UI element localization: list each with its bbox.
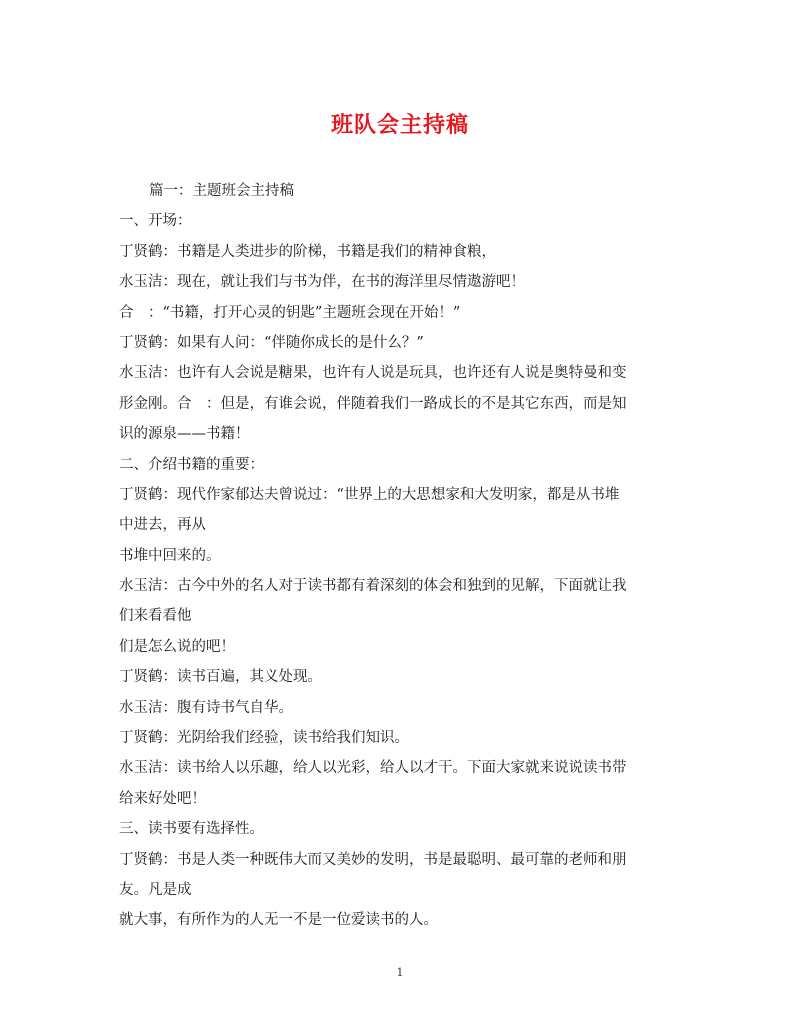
page-number: 1 xyxy=(396,966,404,979)
body-line: 三、读书要有选择性。 xyxy=(119,821,264,838)
body-line: 形金刚。合 ：但是，有谁会说，伴随着我们一路成长的不是其它东西，而是知 xyxy=(119,395,627,412)
body-line: 水玉洁：古今中外的名人对于读书都有着深刻的体会和独到的见解，下面就让我 xyxy=(119,578,627,595)
body-line: 给来好处吧！ xyxy=(119,790,206,807)
body-line: 就大事，有所作为的人无一不是一位爱读书的人。 xyxy=(119,912,438,929)
document-title: 班队会主持稿 xyxy=(330,112,469,138)
body-line: 丁贤鹤：书籍是人类进步的阶梯，书籍是我们的精神食粮， xyxy=(119,243,496,260)
body-line: 丁贤鹤：光阴给我们经验，读书给我们知识。 xyxy=(119,730,409,747)
body-line: 们是怎么说的吧！ xyxy=(119,638,235,655)
body-line: 水玉洁：腹有诗书气自华。 xyxy=(119,699,293,716)
document-body xyxy=(119,176,684,936)
body-line: 中进去，再从 xyxy=(119,517,206,534)
body-line: 一、开场： xyxy=(119,213,192,230)
body-line: 丁贤鹤：如果有人问：“伴随你成长的是什么？” xyxy=(119,334,424,351)
body-line: 丁贤鹤：现代作家郁达夫曾说过：“世界上的大思想家和大发明家，都是从书堆 xyxy=(119,486,620,503)
body-line: 们来看看他 xyxy=(119,608,192,625)
body-line: 识的源泉——书籍！ xyxy=(119,426,250,443)
body-line: 二、介绍书籍的重要： xyxy=(119,456,264,473)
body-line: 丁贤鹤：书是人类一种既伟大而又美妙的发明，书是最聪明、最可靠的老师和朋 xyxy=(119,851,627,868)
body-line: 丁贤鹤：读书百遍，其义处现。 xyxy=(119,669,322,686)
body-line: 水玉洁：也许有人会说是糖果，也许有人说是玩具，也许还有人说是奥特曼和变 xyxy=(119,365,627,382)
body-line: 合 ：“书籍，打开心灵的钥匙”主题班会现在开始！” xyxy=(119,304,461,321)
body-line: 篇一：主题班会主持稿 xyxy=(149,183,294,199)
body-line: 友。凡是成 xyxy=(119,881,192,898)
body-line: 水玉洁：现在，就让我们与书为伴，在书的海洋里尽情遨游吧！ xyxy=(119,274,525,291)
body-line: 水玉洁：读书给人以乐趣，给人以光彩，给人以才干。下面大家就来说说读书带 xyxy=(119,760,627,777)
body-line: 书堆中回来的。 xyxy=(119,547,221,564)
